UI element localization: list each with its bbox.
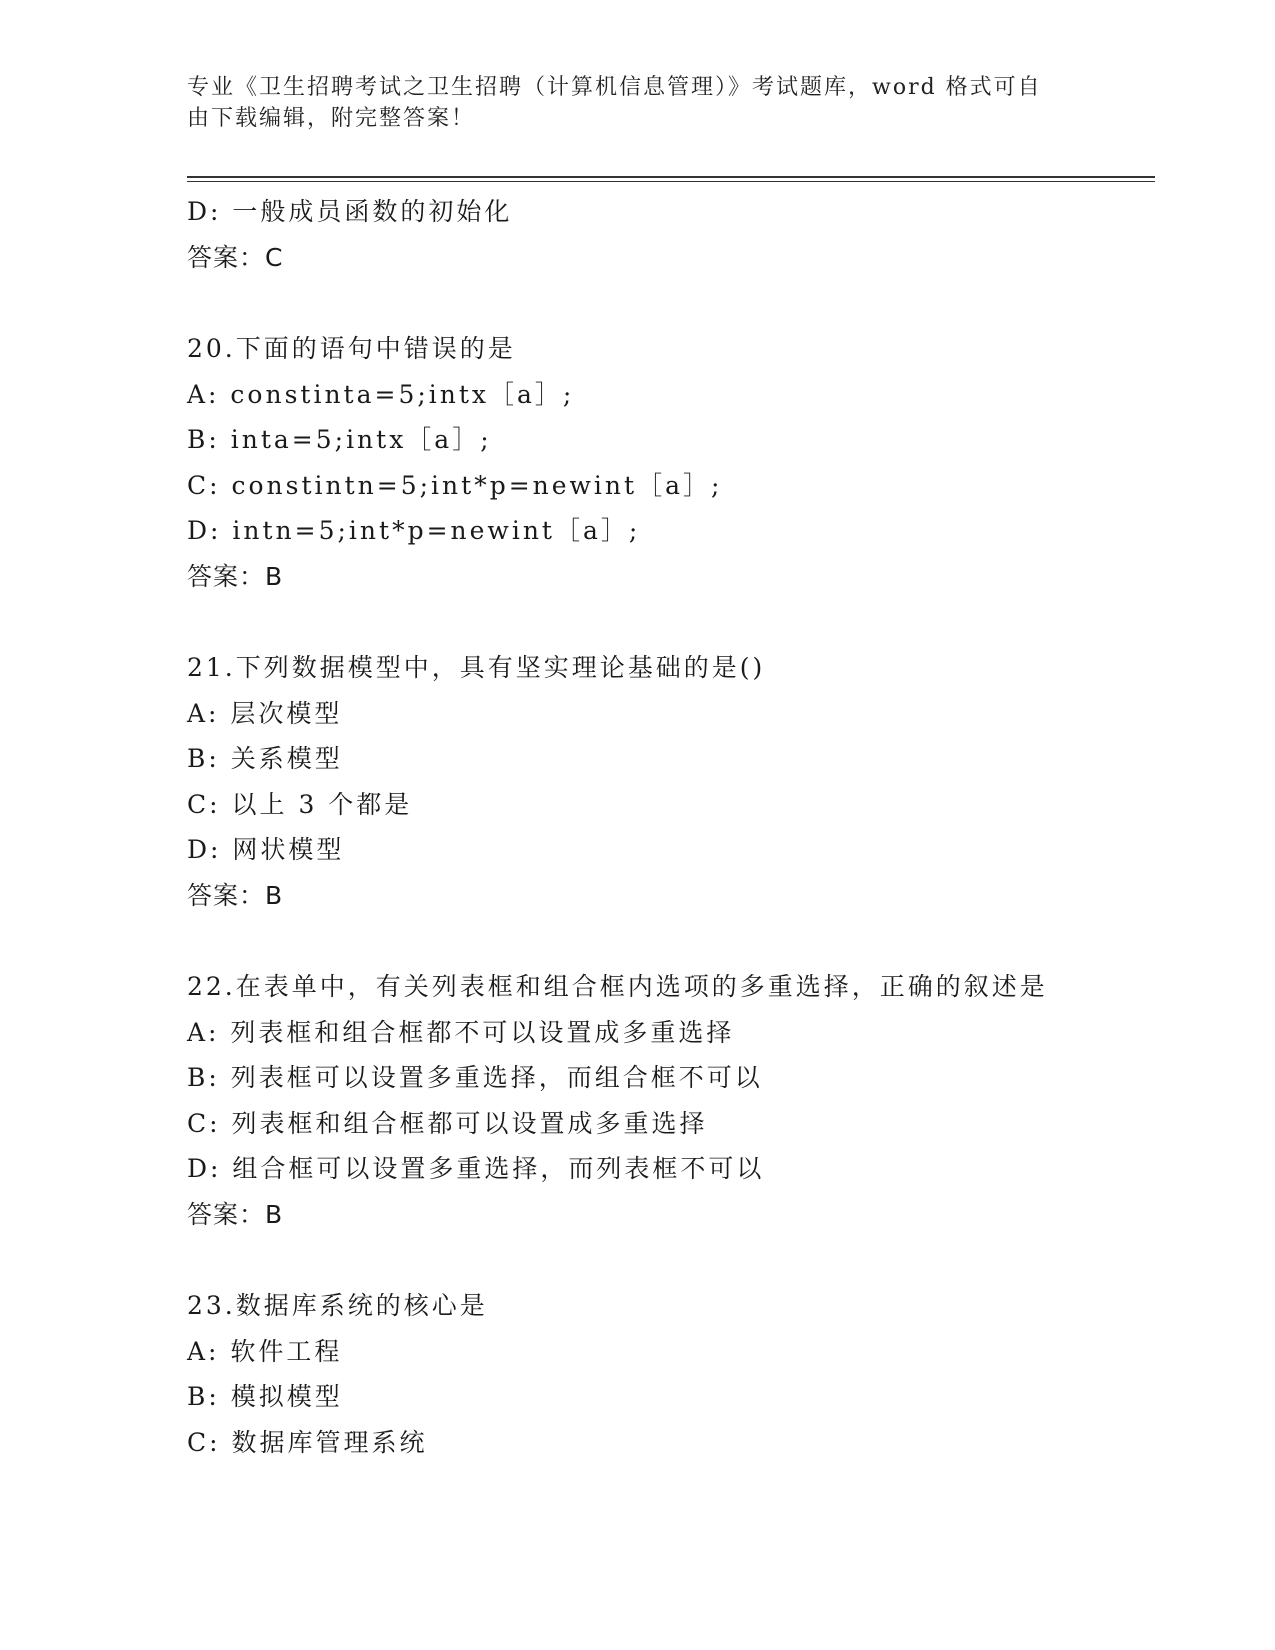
question-text: 20.下面的语句中错误的是 (187, 334, 516, 363)
answer: 答案：C (187, 242, 284, 272)
option-b: B: 列表框可以设置多重选择，而组合框不可以 (187, 1063, 763, 1092)
header-divider-thick (187, 176, 1155, 178)
question-text: 23.数据库系统的核心是 (187, 1291, 488, 1320)
option-a: A: constinta=5;intx［a］; (187, 379, 575, 409)
option-b: B: 关系模型 (187, 744, 343, 773)
option-b: B: inta=5;intx［a］; (187, 425, 492, 454)
option-a: A: 软件工程 (187, 1336, 343, 1366)
option-c: C: 列表框和组合框都可以设置成多重选择 (187, 1108, 708, 1138)
question-text: 21.下列数据模型中，具有坚实理论基础的是() (187, 653, 766, 682)
header-divider-thin (187, 181, 1155, 182)
question-block-23 (187, 1283, 1155, 1465)
question-block-21 (187, 645, 1155, 918)
option-b: B: 模拟模型 (187, 1382, 343, 1411)
option-c: C: constintn=5;int*p=newint［a］; (187, 470, 723, 500)
header-line-1: 专业《卫生招聘考试之卫生招聘（计算机信息管理）》考试题库，word 格式可自 (187, 75, 1042, 100)
document-header (187, 72, 1067, 134)
header-line-2: 由下载编辑，附完整答案！ (187, 106, 476, 131)
question-list (187, 189, 1155, 1465)
option-a: A: 列表框和组合框都不可以设置成多重选择 (187, 1017, 735, 1047)
answer: 答案：B (187, 880, 284, 910)
option-d: D: intn=5;int*p=newint［a］; (187, 516, 641, 545)
spacer (187, 280, 1155, 326)
question-block-20 (187, 326, 1155, 599)
spacer (187, 599, 1155, 645)
spacer (187, 1237, 1155, 1283)
question-text: 22.在表单中，有关列表框和组合框内选项的多重选择，正确的叙述是 (187, 972, 1048, 1001)
answer: 答案：B (187, 1199, 284, 1229)
option-c: C: 数据库管理系统 (187, 1427, 428, 1457)
option-d: D: 组合框可以设置多重选择，而列表框不可以 (187, 1154, 765, 1183)
option-d: D: 一般成员函数的初始化 (187, 197, 513, 226)
option-c: C: 以上 3 个都是 (187, 789, 413, 819)
question-block-prev (187, 189, 1155, 280)
option-a: A: 层次模型 (187, 698, 343, 728)
spacer (187, 918, 1155, 964)
question-block-22 (187, 964, 1155, 1237)
option-d: D: 网状模型 (187, 835, 345, 864)
answer: 答案：B (187, 561, 284, 591)
